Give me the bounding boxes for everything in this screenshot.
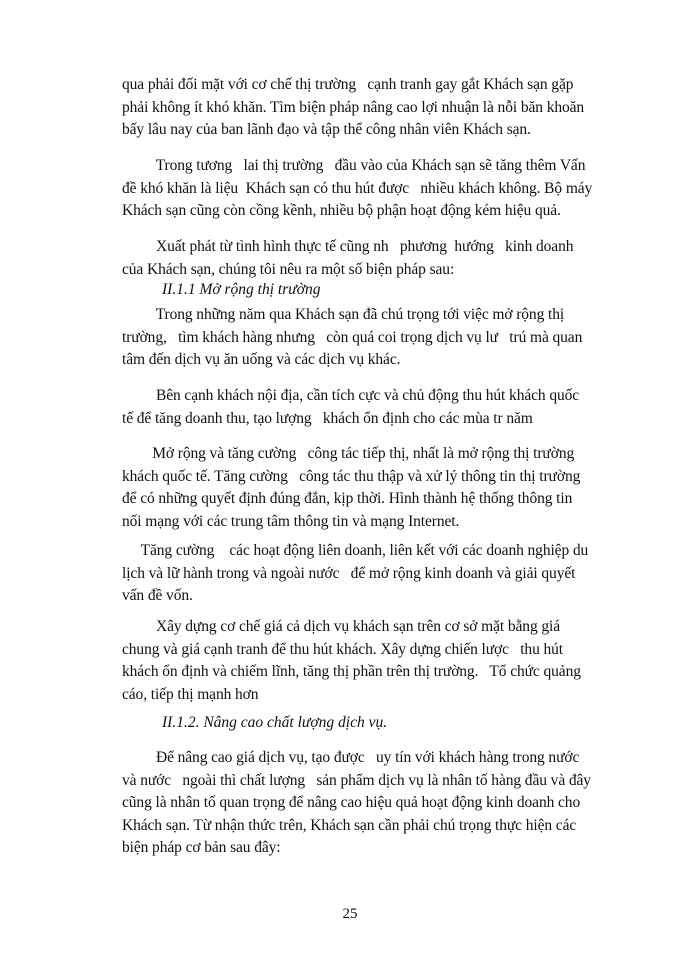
paragraph-1 [122,74,620,142]
text-line: lịch và lữ hành trong và ngoài nước để mở rộng kinh doanh và giải quyết [122,564,576,582]
section-heading-market-expansion: II.1.1 Mở rộng thị trường [162,281,321,298]
text-line: cũng là nhân tố quan trọng để nâng cao hiệu quả hoạt động kinh doanh cho [122,794,581,811]
text-line: để có những quyết định đúng đắn, kịp thời. Hình thành hệ thống thông tin [122,490,573,507]
text-line: Xây dựng cơ chế giá cả dịch vụ khách sạn trên cơ sở mặt bằng giá [122,618,561,635]
paragraph-9 [122,747,620,860]
text-line: tâm đến dịch vụ ăn uống và các dịch vụ khác. [122,351,401,368]
text-line: Khách sạn cũng còn cồng kềnh, nhiều bộ phận hoạt động kém hiệu quả. [122,202,561,219]
text-line: phải không ít khó khăn. Tìm biện pháp nâng cao lợi nhuận là nỗi băn khoăn [122,98,585,116]
paragraph-4 [122,304,620,372]
text-line: vấn đề vốn. [122,587,193,604]
text-line: Tăng cường các hoạt động liên doanh, liên kết với các doanh nghiệp du [122,542,589,559]
text-line: của Khách sạn, chúng tôi nêu ra một số biện pháp sau: [122,260,455,278]
text-line: nối mạng với các trung tâm thông tin và mạng Internet. [122,512,460,530]
paragraph-5 [122,385,620,430]
text-line: khách ổn định và chiếm lĩnh, tăng thị phần trên thị trường. Tổ chức quảng [122,663,581,680]
paragraph-2 [122,155,620,223]
text-line: Trong tương lai thị trường đầu vào của Khách sạn sẽ tăng thêm Vấn [122,157,586,174]
text-line: qua phải đối mặt với cơ chế thị trường cạnh tranh gay gắt Khách sạn gặp [122,76,574,93]
text-line: tế để tăng doanh thu, tạo lượng khách ổn định cho các mùa tr năm [122,409,533,427]
text-line: và nước ngoài thì chất lượng sản phẩm dịch vụ là nhân tố hàng đầu và đây [122,771,591,789]
text-line: Bên cạnh khách nội địa, cần tích cực và chủ động thu hút khách quốc [122,387,580,404]
page-number: 25 [342,906,358,922]
paragraph-8 [122,616,620,706]
text-line: khách quốc tế. Tăng cường công tác thu thập và xử lý thông tin thị trường [122,467,581,485]
section-heading-service-quality: II.1.2. Nâng cao chất lượng dịch vụ. [162,714,388,731]
text-line: cáo, tiếp thị mạnh hơn [122,685,259,703]
text-line: đề khó khăn là liệu Khách sạn có thu hút được nhiều khách không. Bộ máy [122,179,593,197]
text-line: Mở rộng và tăng cường công tác tiếp thị, nhất là mở rộng thị trường [122,445,575,462]
text-line: Trong những năm qua Khách sạn đã chú trọng tới việc mở rộng thị [122,306,565,323]
paragraph-3 [122,236,620,281]
text-line: biện pháp cơ bản sau đây: [122,839,281,856]
text-line: chung và giá cạnh tranh để thu hút khách. Xây dựng chiến lược thu hút [122,640,564,658]
paragraph-6 [122,443,620,533]
paragraph-7 [122,540,620,608]
text-line: Để nâng cao giá dịch vụ, tạo được uy tín với khách hàng trong nước [122,749,580,766]
text-line: bấy lâu nay của ban lãnh đạo và tập thể công nhân viên Khách sạn. [122,121,531,138]
text-line: trường, tìm khách hàng nhưng còn quá coi trọng dịch vụ lư trú mà quan [122,328,583,346]
text-line: Xuất phát từ tình hình thực tế cũng nh phương hướng kinh doanh [122,238,574,255]
text-line: Khách sạn. Từ nhận thức trên, Khách sạn cần phải chú trọng thực hiện các [122,816,577,834]
